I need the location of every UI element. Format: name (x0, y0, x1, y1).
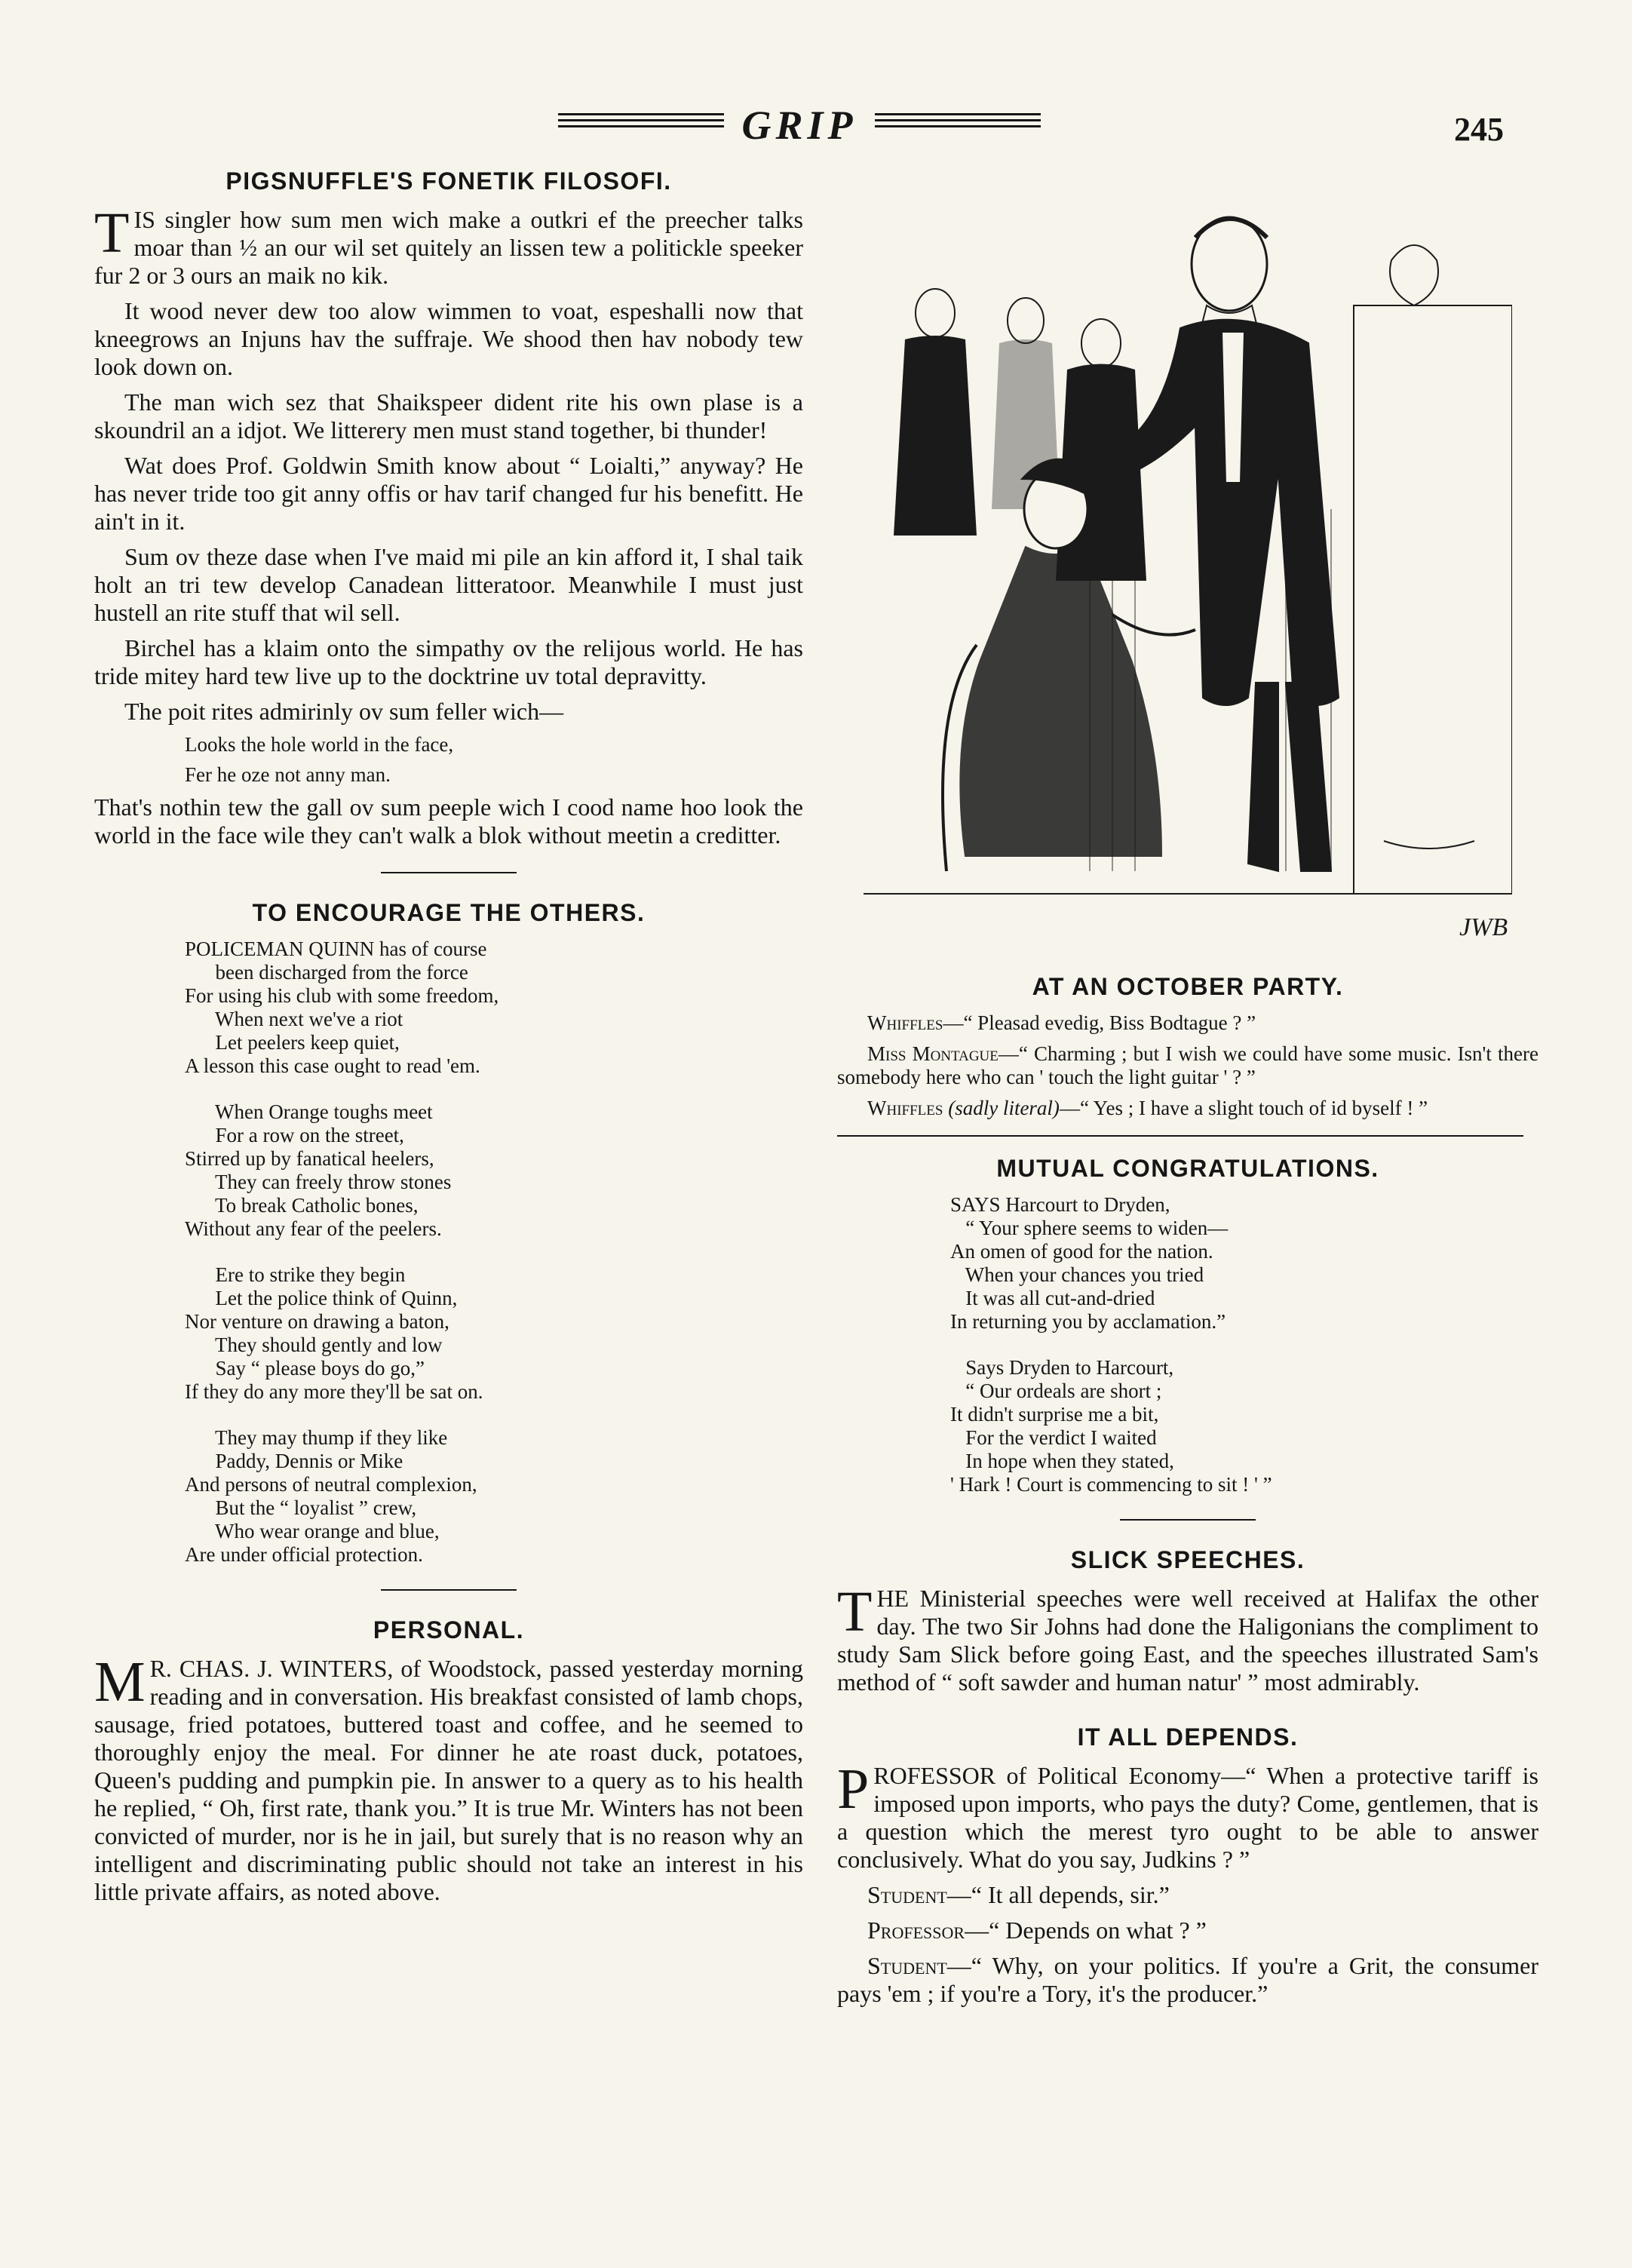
verse-line: Let peelers keep quiet, (185, 1031, 400, 1054)
encourage-stanza (185, 938, 803, 1078)
mutual-poem (950, 1193, 1538, 1496)
dialogue: —“ Why, on your politics. If you're a Grit, the consumer pays 'em ; if you're a Tory, it's the producer.” (837, 1952, 1538, 2007)
verse-line: Says Dryden to Harcourt, (950, 1356, 1174, 1379)
verse-line: “ Our ordeals are short ; (950, 1380, 1162, 1402)
verse-line: For using his club with some freedom, (185, 984, 499, 1007)
verse-line: And persons of neutral complexion, (185, 1473, 477, 1496)
dialogue: —“ Yes ; I have a slight touch of id byself ! ” (1059, 1097, 1428, 1119)
verse-line: An omen of good for the nation. (950, 1240, 1213, 1263)
verse-line: Who wear orange and blue, (185, 1520, 440, 1542)
speaker: Miss Montague (867, 1042, 999, 1065)
divider (1120, 1519, 1256, 1521)
speaker: Whiffles (867, 1011, 943, 1034)
verse-line: To break Catholic bones, (185, 1194, 419, 1217)
party-illustration (864, 192, 1512, 947)
verse-line: They can freely throw stones (185, 1171, 452, 1193)
verse-line: When your chances you tried (950, 1263, 1204, 1286)
slick-text: THE Ministerial speeches were well received at Halifax the other day. The two Sir Johns had done the Haligonians the compliment to study Sam Slick before going East, and the speeches illustrated Sam's method of “ soft sawder and human natur' ” most admirably. (837, 1580, 1538, 1696)
verse-line: When Orange toughs meet (185, 1100, 433, 1123)
depends-p2 (837, 1881, 1538, 1909)
masthead-rule-right (875, 113, 1041, 134)
verse-line: If they do any more they'll be sat on. (185, 1380, 483, 1403)
verse-line: Paddy, Dennis or Mike (185, 1450, 403, 1472)
dialogue: —“ Pleasad evedig, Biss Bodtague ? ” (943, 1011, 1256, 1034)
verse-line: A lesson this case ought to read 'em. (185, 1054, 480, 1077)
pigsnuffle-p7: The poit rites admirinly ov sum feller wich— (124, 698, 564, 725)
verse-line: ' Hark ! Court is commencing to sit ! ' ” (950, 1473, 1272, 1496)
verse-line: In hope when they stated, (950, 1450, 1174, 1472)
pigsnuffle-p6: Birchel has a klaim onto the simpathy ov the relijous world. He has tride mitey hard tew live up to the docktrine uv total depravitty. (94, 634, 803, 689)
verse-line: It didn't surprise me a bit, (950, 1403, 1159, 1426)
mutual-stanza (950, 1193, 1538, 1333)
verse-line: “ Your sphere seems to widen— (950, 1217, 1229, 1239)
verse-line: They may thump if they like (185, 1426, 448, 1449)
verse-line: In returning you by acclamation.” (950, 1310, 1226, 1333)
verse-line: Let the police think of Quinn, (185, 1287, 458, 1309)
speaker: PROFESSOR of Political Economy (837, 1757, 1222, 1821)
encourage-poem (185, 938, 803, 1567)
verse-line: Nor venture on drawing a baton, (185, 1310, 449, 1333)
pigsnuffle-p2: It wood never dew too alow wimmen to voat, espeshalli now that kneegrows an Injuns hav the suffraje. We shood then hav nobody tew look down on. (94, 297, 803, 380)
pigsnuffle-p3: The man wich sez that Shaikspeer dident rite his own plase is a skoundril an a idjot. We litterery men must stand together, bi thunder! (94, 388, 803, 443)
speaker: Student (867, 1881, 947, 1908)
depends-p3 (837, 1917, 1538, 1944)
dialogue: —“ When a protective tariff is imposed upon imports, who pays the duty? Come, gentlemen, that is a question which the merest tyro ought to be able to answer conclusively. What do you say, Judkins ? ” (837, 1762, 1539, 1873)
depends-p4 (837, 1952, 1538, 2008)
verse-line: been discharged from the force (185, 961, 468, 984)
depends-p1 (837, 1757, 1539, 1874)
speaker: Professor (867, 1917, 965, 1944)
dialogue: —“ It all depends, sir.” (946, 1881, 1170, 1908)
verse-line: But the “ loyalist ” crew, (185, 1496, 417, 1519)
verse-line: Ere to strike they begin (185, 1263, 406, 1286)
verse-line: For the verdict I waited (950, 1426, 1157, 1449)
heading-pigsnuffle: PIGSNUFFLE'S FONETIK FILOSOFI. (225, 167, 672, 195)
masthead-title: GRIP (741, 103, 857, 148)
right-column (837, 973, 1538, 2015)
dialogue: —“ Charming ; but I wish we could have some music. Isn't there somebody here who can ' touch the light guitar ' ? ” (837, 1042, 1538, 1088)
verse-line: It was all cut-and-dried (950, 1287, 1155, 1309)
verse-line: When next we've a riot (185, 1008, 403, 1030)
divider (837, 1135, 1523, 1137)
october-line-2 (837, 1042, 1538, 1089)
speaker: Whiffles (867, 1097, 943, 1119)
pigsnuffle-quote-line-2: Fer he oze not anny man. (185, 763, 391, 786)
divider (381, 872, 517, 873)
page-number: 245 (1454, 111, 1504, 148)
verse-line: They should gently and low (185, 1333, 443, 1356)
heading-encourage: TO ENCOURAGE THE OTHERS. (252, 899, 646, 926)
encourage-stanza (185, 1100, 803, 1241)
october-line-3 (837, 1097, 1538, 1120)
pigsnuffle-p4: Wat does Prof. Goldwin Smith know about “ Loialti,” anyway? He has never tride too git anny offis or hav tarif changed fur his benefitt. He ain't in it. (94, 452, 803, 535)
pigsnuffle-p1: TIS singler how sum men wich make a outkri ef the preecher talks moar than ½ an our wil set quitely an lissen tew a politickle speeker fur 2 or 3 ours an maik no kik. (94, 201, 803, 289)
heading-slick: SLICK SPEECHES. (1070, 1546, 1305, 1573)
masthead-rule-left (558, 113, 724, 134)
encourage-stanza (185, 1263, 803, 1404)
pigsnuffle-p8: That's nothin tew the gall ov sum peeple wich I cood name hoo look the world in the face wile they can't walk a blok without meetin a creditter. (94, 793, 803, 849)
verse-line: POLICEMAN QUINN has of course (185, 938, 487, 960)
personal-text: MR. CHAS. J. WINTERS, of Woodstock, passed yesterday morning reading and in conversation. His breakfast consisted of lamb chops, sausage, fried potatoes, buttered toast and coffee, and he seemed to thoroughly enjoy the meal. For dinner he ate roast duck, potatoes, Queen's pudding and pumpkin pie. In answer to a query as to his health he replied, “ Oh, first rate, thank you.” It is true Mr. Winters has not been convicted of murder, nor is he in jail, but surely that is no reason why an intelligent and discriminating public should not take an interest in his little private affairs, as noted above. (94, 1650, 803, 1905)
mutual-stanza (950, 1356, 1538, 1496)
illustration-signature: JWB (1459, 913, 1508, 941)
stage-direction: (sadly literal) (948, 1097, 1060, 1119)
heading-mutual: MUTUAL CONGRATULATIONS. (996, 1155, 1379, 1182)
pigsnuffle-p5: Sum ov theze dase when I've maid mi pile an kin afford it, I shal taik holt an tri tew develop Canadean litteratoor. Meanwhile I must just hustell an rite stuff that wil sell. (94, 543, 803, 626)
october-line-1 (837, 1011, 1538, 1035)
encourage-stanza (185, 1426, 803, 1567)
verse-line: Are under official protection. (185, 1543, 423, 1566)
verse-line: SAYS Harcourt to Dryden, (950, 1193, 1170, 1216)
pigsnuffle-quote-line-1: Looks the hole world in the face, (185, 733, 454, 756)
verse-line: Say “ please boys do go,” (185, 1357, 425, 1380)
left-column (94, 167, 803, 1914)
speaker: Student (867, 1952, 947, 1979)
heading-depends: IT ALL DEPENDS. (1077, 1723, 1299, 1751)
heading-personal: PERSONAL. (373, 1616, 525, 1643)
masthead (558, 104, 1041, 149)
verse-line: For a row on the street, (185, 1124, 404, 1146)
dialogue: —“ Depends on what ? ” (965, 1917, 1207, 1944)
verse-line: Stirred up by fanatical heelers, (185, 1147, 434, 1170)
divider (381, 1589, 517, 1591)
verse-line: Without any fear of the peelers. (185, 1217, 442, 1240)
heading-october: AT AN OCTOBER PARTY. (1032, 973, 1344, 1000)
